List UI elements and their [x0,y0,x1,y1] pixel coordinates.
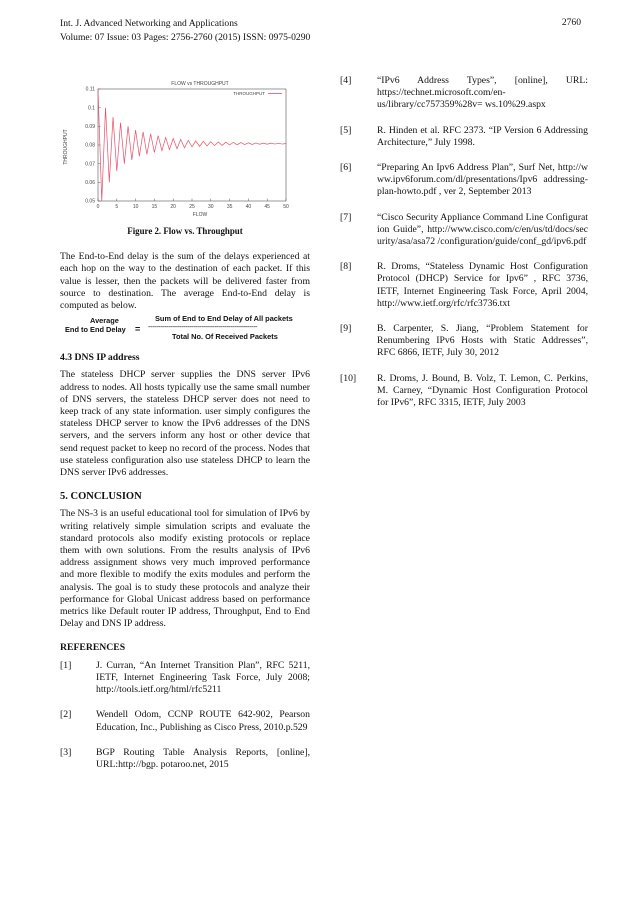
reference-number: [4] [340,75,352,86]
formula-equals: = [135,324,141,335]
formula-denominator: Total No. Of Received Packets [172,332,278,342]
x-tick-label: 10 [132,204,139,210]
y-tick-label: 0.07 [85,161,95,168]
reference-item [340,125,588,149]
reference-text: B. Carpenter, S. Jiang, “Problem Statement for Renumbering IPv6 Hosts with Static Addresses”, RFC 6866, IETF, July 30, 2012 [377,323,588,359]
legend-label: THROUGHPUT [233,91,265,96]
reference-text: “Preparing An Ipv6 Address Plan”, Surf Net, http://www.ipv6forum.com/dl/presentations/Ipv6 addressing-plan-howto.pdf , ver 2, September 2013 [377,162,588,198]
section-4-3-title: 4.3 DNS IP address [60,352,140,364]
right-column [340,75,588,409]
x-tick-label: 35 [226,204,233,210]
reference-item [60,747,310,771]
x-tick-label: 25 [189,204,195,210]
reference-text: BGP Routing Table Analysis Reports, [online], URL:http://bgp. potaroo.net, 2015 [96,746,310,770]
reference-item [340,373,588,410]
y-tick-label: 0.11 [85,86,95,93]
x-tick-label: 40 [245,204,252,210]
y-tick-label: 0.06 [85,180,95,187]
reference-number: [7] [340,211,352,223]
chart-legend [233,91,282,96]
reference-item [340,323,588,360]
delay-formula [60,312,310,342]
formula-lhs-top: Average [90,316,119,326]
journal-name: Int. J. Advanced Networking and Applications [60,18,238,29]
y-tick-label: 0.05 [85,198,95,205]
reference-text: “Cisco Security Appliance Command Line Configuration Guide”, http://www.cisco.com/c/en/us/td/docs/security/asa/asa72 /configuration/guide/conf_gd/ipv6.pdf [377,211,588,248]
reference-number: [3] [60,746,72,758]
x-tick-label: 45 [264,204,270,210]
figure-flow-vs-throughput [60,75,310,225]
x-tick-label: 15 [151,204,158,210]
x-tick-label: 5 [115,204,119,210]
y-tick-label: 0.1 [88,105,95,112]
chart-title: FLOW vs THROUGHPUT [171,81,229,87]
formula-rule: ----------------------------------------------------- [148,322,258,332]
reference-item [60,709,310,733]
y-tick-label: 0.09 [85,124,95,131]
formula-numerator: Sum of End to End Delay of All packets [155,314,293,324]
running-header [60,17,310,44]
reference-number: [10] [340,372,357,384]
reference-item [340,212,588,249]
reference-number: [9] [340,323,352,335]
x-axis-label: FLOW [192,212,208,218]
page-number: 2760 [561,17,581,28]
left-column [60,75,310,771]
y-tick-label: 0.08 [85,142,95,149]
reference-item [340,75,588,112]
reference-item [340,162,588,199]
reference-text: “IPv6 Address Types”, [online], URL: https://technet.microsoft.com/en-us/library/cc757359%28v= ws.10%29.aspx [377,75,588,111]
volume-line: Volume: 07 Issue: 03 Pages: 2756-2760 (2015) ISSN: 0975-0290 [60,31,311,43]
reference-item [340,261,588,310]
reference-text: R. Droms, “Stateless Dynamic Host Configuration Protocol (DHCP) Service for Ipv6” , RFC 3736, IETF, Internet Engineering Task Force, April 2004, http://www.ietf.org/rfc/rfc3736.txt [377,261,588,309]
x-tick-label: 50 [283,204,289,210]
formula-lhs-bottom: End to End Delay [65,325,126,335]
references-title: REFERENCES [60,642,126,654]
throughput-chart [60,75,310,225]
reference-text: J. Curran, “An Internet Transition Plan”, RFC 5211, IETF, Internet Engineering Task Force, July 2008; http://tools.ietf.org/html/rfc5211 [96,659,310,696]
delay-paragraph: The End-to-End delay is the sum of the delays experienced at each hop on the way to the destination of each packet. If this value is lesser, then the packets will be delivered faster from source to destination. The average End-to-End delay is computed as below. [60,251,310,312]
x-tick-label: 20 [170,204,176,210]
reference-text: Wendell Odom, CCNP ROUTE 642-902, Pearson Education, Inc., Publishing as Cisco Press, 2010.p.529 [96,709,310,733]
x-tick-label: 30 [208,204,214,210]
reference-text: R. Hinden et al. RFC 2373. “IP Version 6 Addressing Architecture,” July 1998. [377,124,588,148]
reference-number: [6] [340,162,352,174]
figure-caption: Figure 2. Flow vs. Throughput [127,226,243,236]
dns-paragraph: The stateless DHCP server supplies the DNS server IPv6 address to nodes. All hosts typically use the same small number of DNS servers, the stateless DHCP server does not need to keep track of any state information. user simply configures the stateless DHCP server to know the IPv6 addresses of the DNS servers, and the servers inform any host or other device that send request packet to keep no record of the process. Nodes that use stateless configuration also use stateless DHCP to learn the DNS server IPv6 addresses. [60,369,310,479]
reference-number: [5] [340,124,352,136]
reference-number: [2] [60,709,72,721]
y-axis-label: THROUGHPUT [63,129,69,165]
reference-item [60,660,310,697]
section-5-title: 5. CONCLUSION [60,491,142,503]
reference-number: [1] [60,659,72,671]
series-line [98,89,286,201]
conclusion-paragraph: The NS-3 is an useful educational tool for simulation of IPv6 by writing relatively simple simulation scripts and evaluate the standard protocols also modify existing protocols or replace them with own solutions. From the results analysis of IPv6 address assignment shows very much improved performance and more flexible to modify the exits modules and perform the analysis. The goal is to study these protocols and analyze their performance for Global Unicast address based on performance metrics like Default router IP address, Throughput, End to End Delay and DNS IP address. [60,508,310,630]
x-tick-label: 0 [96,204,100,210]
reference-text: R. Droms, J. Bound, B. Volz, T. Lemon, C. Perkins, M. Carney, “Dynamic Host Configuration Protocol for IPv6”, RFC 3315, IETF, July 2003 [377,372,588,409]
reference-number: [8] [340,261,352,273]
